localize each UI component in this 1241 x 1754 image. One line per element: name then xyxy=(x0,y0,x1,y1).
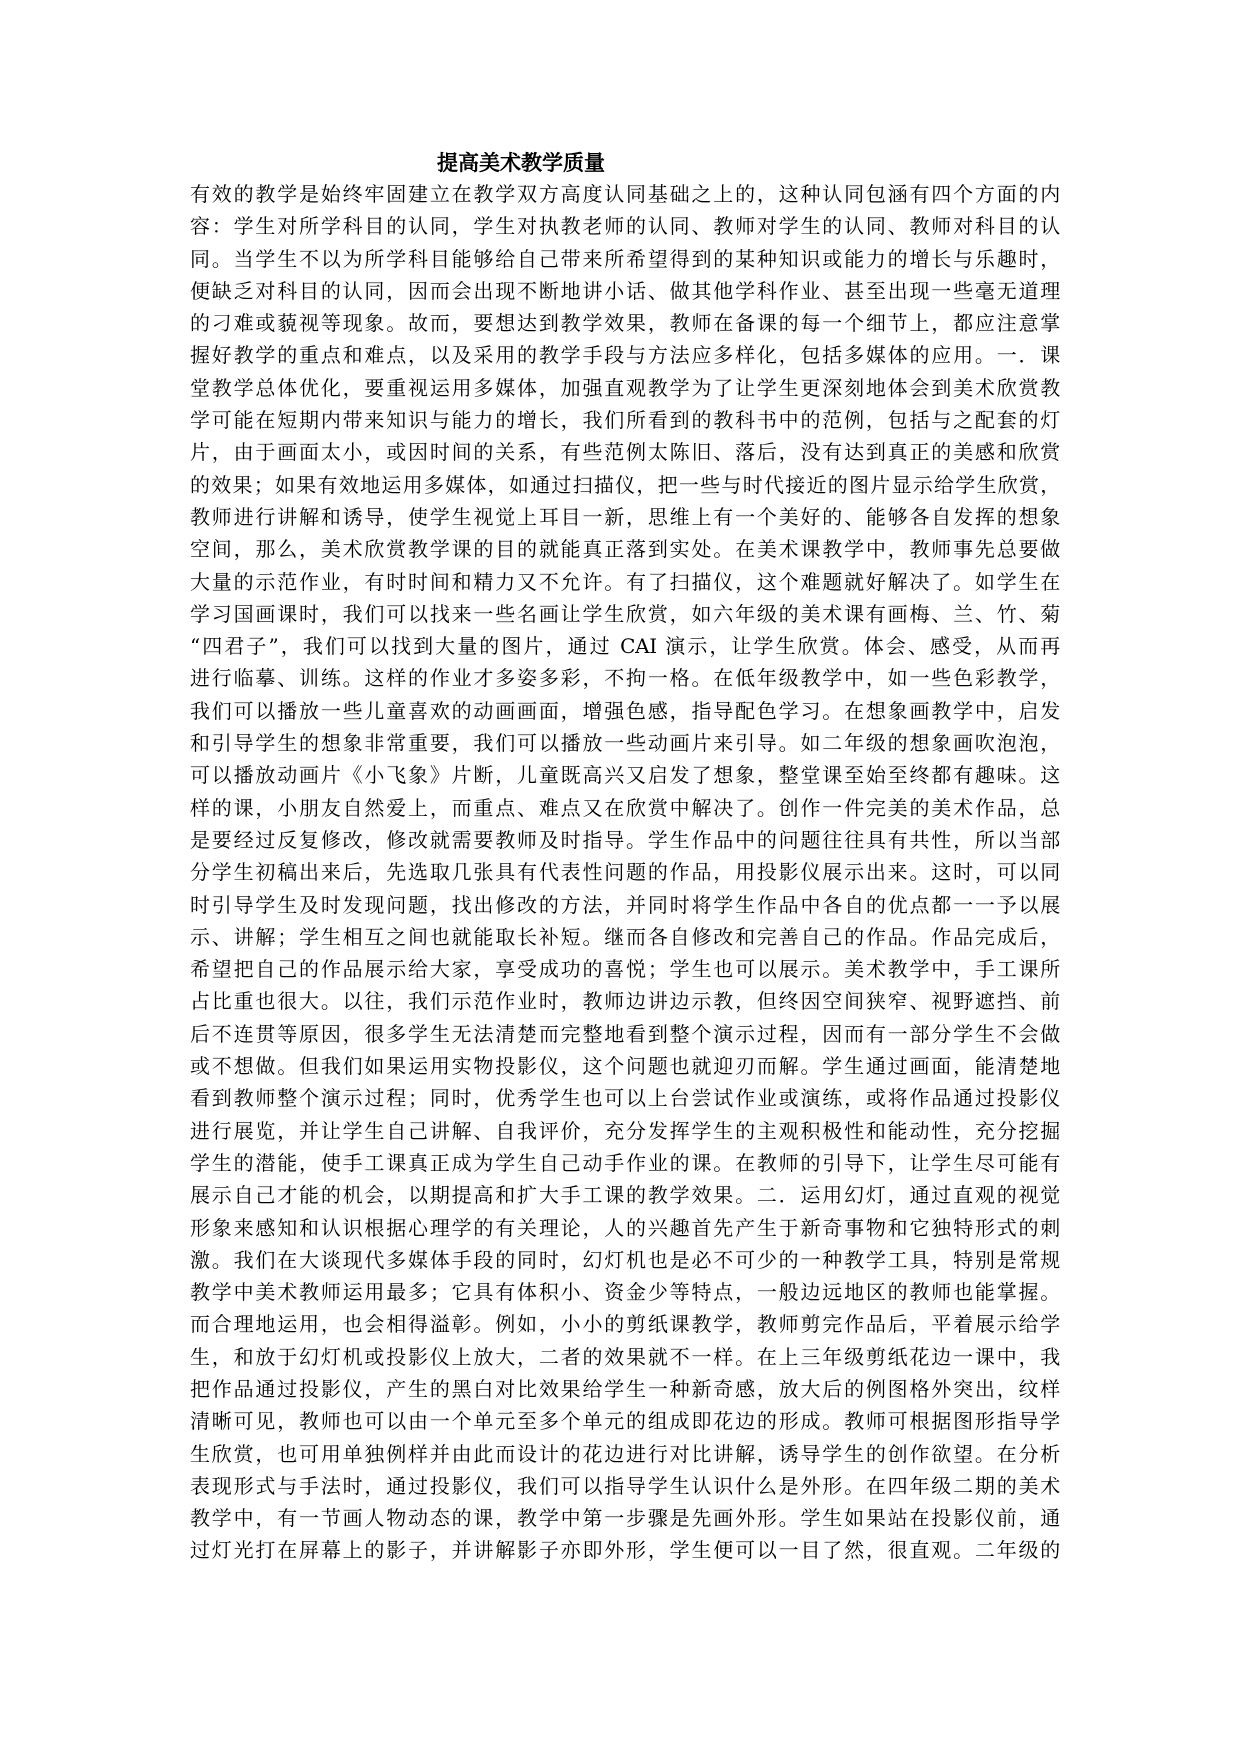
body-line: 占比重也很大。以往，我们示范作业时，教师边讲边示教，但终因空间狭窄、视野遮挡、前 xyxy=(190,989,1060,1014)
body-line: 进行展览，并让学生自己讲解、自我评价，充分发挥学生的主观积极性和能动性，充分挖掘 xyxy=(190,1118,1060,1143)
body-line: 生，和放于幻灯机或投影仪上放大，二者的效果就不一样。在上三年级剪纸花边一课中，我 xyxy=(190,1344,1060,1369)
body-line: 后不连贯等原因，很多学生无法清楚而完整地看到整个演示过程，因而有一部分学生不会做 xyxy=(190,1021,1060,1046)
body-line: 或不想做。但我们如果运用实物投影仪，这个问题也就迎刃而解。学生通过画面，能清楚地 xyxy=(190,1054,1060,1079)
body-line: 教学中美术教师运用最多；它具有体积小、资金少等特点，一般边远地区的教师也能掌握。 xyxy=(190,1280,1060,1305)
body-line: 大量的示范作业，有时时间和精力又不允许。有了扫描仪，这个难题就好解决了。如学生在 xyxy=(190,569,1060,594)
body-line: 可以播放动画片《小飞象》片断，儿童既高兴又启发了想象，整堂课至始至终都有趣味。这 xyxy=(190,763,1060,788)
body-line: 过灯光打在屏幕上的影子，并讲解影子亦即外形，学生便可以一目了然，很直观。二年级的 xyxy=(190,1538,1060,1563)
body-line: 表现形式与手法时，通过投影仪，我们可以指导学生认识什么是外形。在四年级二期的美术 xyxy=(190,1473,1060,1498)
body-line: 空间，那么，美术欣赏教学课的目的就能真正落到实处。在美术课教学中，教师事先总要做 xyxy=(190,537,1060,562)
body-line: 形象来感知和认识根据心理学的有关理论，人的兴趣首先产生于新奇事物和它独特形式的刺 xyxy=(190,1215,1060,1240)
body-line: 教师进行讲解和诱导，使学生视觉上耳目一新，思维上有一个美好的、能够各自发挥的想象 xyxy=(190,504,1060,529)
body-line: 是要经过反复修改，修改就需要教师及时指导。学生作品中的问题往往具有共性，所以当部 xyxy=(190,827,1060,852)
body-line: 激。我们在大谈现代多媒体手段的同时，幻灯机也是必不可少的一种教学工具，特别是常规 xyxy=(190,1247,1060,1272)
body-line: 和引导学生的想象非常重要，我们可以播放一些动画片来引导。如二年级的想象画吹泡泡， xyxy=(190,731,1060,756)
body-line: 堂教学总体优化，要重视运用多媒体，加强直观教学为了让学生更深刻地体会到美术欣赏教 xyxy=(190,375,1060,400)
body-line: 的效果；如果有效地运用多媒体，如通过扫描仪，把一些与时代接近的图片显示给学生欣赏， xyxy=(190,472,1060,497)
body-line: 便缺乏对科目的认同，因而会出现不断地讲小话、做其他学科作业、甚至出现一些毫无道理 xyxy=(190,278,1060,303)
body-line: 把作品通过投影仪，产生的黑白对比效果给学生一种新奇感，放大后的例图格外突出，纹样 xyxy=(190,1376,1060,1401)
body-line: 展示自己才能的机会，以期提高和扩大手工课的教学效果。二．运用幻灯，通过直观的视觉 xyxy=(190,1183,1060,1208)
body-line: 分学生初稿出来后，先选取几张具有代表性问题的作品，用投影仪展示出来。这时，可以同 xyxy=(190,860,1060,885)
body-line: 示、讲解；学生相互之间也就能取长补短。继而各自修改和完善自己的作品。作品完成后， xyxy=(190,924,1060,949)
body-line: 时引导学生及时发现问题，找出修改的方法，并同时将学生作品中各自的优点都一一予以展 xyxy=(190,892,1060,917)
document-title: 提高美术教学质量 xyxy=(437,150,605,175)
body-line: 有效的教学是始终牢固建立在教学双方高度认同基础之上的，这种认同包涵有四个方面的内 xyxy=(190,182,1060,206)
body-line: 进行临摹、训练。这样的作业才多姿多彩，不拘一格。在低年级教学中，如一些色彩教学， xyxy=(190,666,1060,691)
body-line: “四君子”，我们可以找到大量的图片，通过 CAI 演示，让学生欣赏。体会、感受，从而再 xyxy=(190,634,1060,659)
body-line: 生欣赏，也可用单独例样并由此而设计的花边进行对比讲解，诱导学生的创作欲望。在分析 xyxy=(190,1441,1060,1466)
body-line: 同。当学生不以为所学科目能够给自己带来所希望得到的某种知识或能力的增长与乐趣时， xyxy=(190,246,1060,271)
body-line: 教学中，有一节画人物动态的课，教学中第一步骤是先画外形。学生如果站在投影仪前，通 xyxy=(190,1506,1060,1531)
body-line: 而合理地运用，也会相得溢彰。例如，小小的剪纸课教学，教师剪完作品后，平着展示给学 xyxy=(190,1312,1060,1337)
body-line: 片，由于画面太小，或因时间的关系，有些范例太陈旧、落后，没有达到真正的美感和欣赏 xyxy=(190,440,1060,465)
body-line: 希望把自己的作品展示给大家，享受成功的喜悦；学生也可以展示。美术教学中，手工课所 xyxy=(190,957,1060,982)
body-line: 容：学生对所学科目的认同，学生对执教老师的认同、教师对学生的认同、教师对科目的认 xyxy=(190,214,1060,239)
body-line: 学习国画课时，我们可以找来一些名画让学生欣赏，如六年级的美术课有画梅、兰、竹、菊 xyxy=(190,601,1060,626)
body-line: 学可能在短期内带来知识与能力的增长，我们所看到的教科书中的范例，包括与之配套的灯 xyxy=(190,408,1060,433)
body-line: 看到教师整个演示过程；同时，优秀学生也可以上台尝试作业或演练，或将作品通过投影仪 xyxy=(190,1086,1060,1111)
body-line: 握好教学的重点和难点，以及采用的教学手段与方法应多样化，包括多媒体的应用。一．课 xyxy=(190,343,1060,368)
body-line: 的刁难或藐视等现象。故而，要想达到教学效果，教师在备课的每一个细节上，都应注意掌 xyxy=(190,311,1060,336)
body-line: 我们可以播放一些儿童喜欢的动画画面，增强色感，指导配色学习。在想象画教学中，启发 xyxy=(190,698,1060,723)
body-line: 清晰可见，教师也可以由一个单元至多个单元的组成即花边的形成。教师可根据图形指导学 xyxy=(190,1409,1060,1434)
body-line: 样的课，小朋友自然爱上，而重点、难点又在欣赏中解决了。创作一件完美的美术作品，总 xyxy=(190,795,1060,820)
document-body xyxy=(190,178,1060,1567)
body-line: 学生的潜能，使手工课真正成为学生自己动手作业的课。在教师的引导下，让学生尽可能有 xyxy=(190,1150,1060,1175)
